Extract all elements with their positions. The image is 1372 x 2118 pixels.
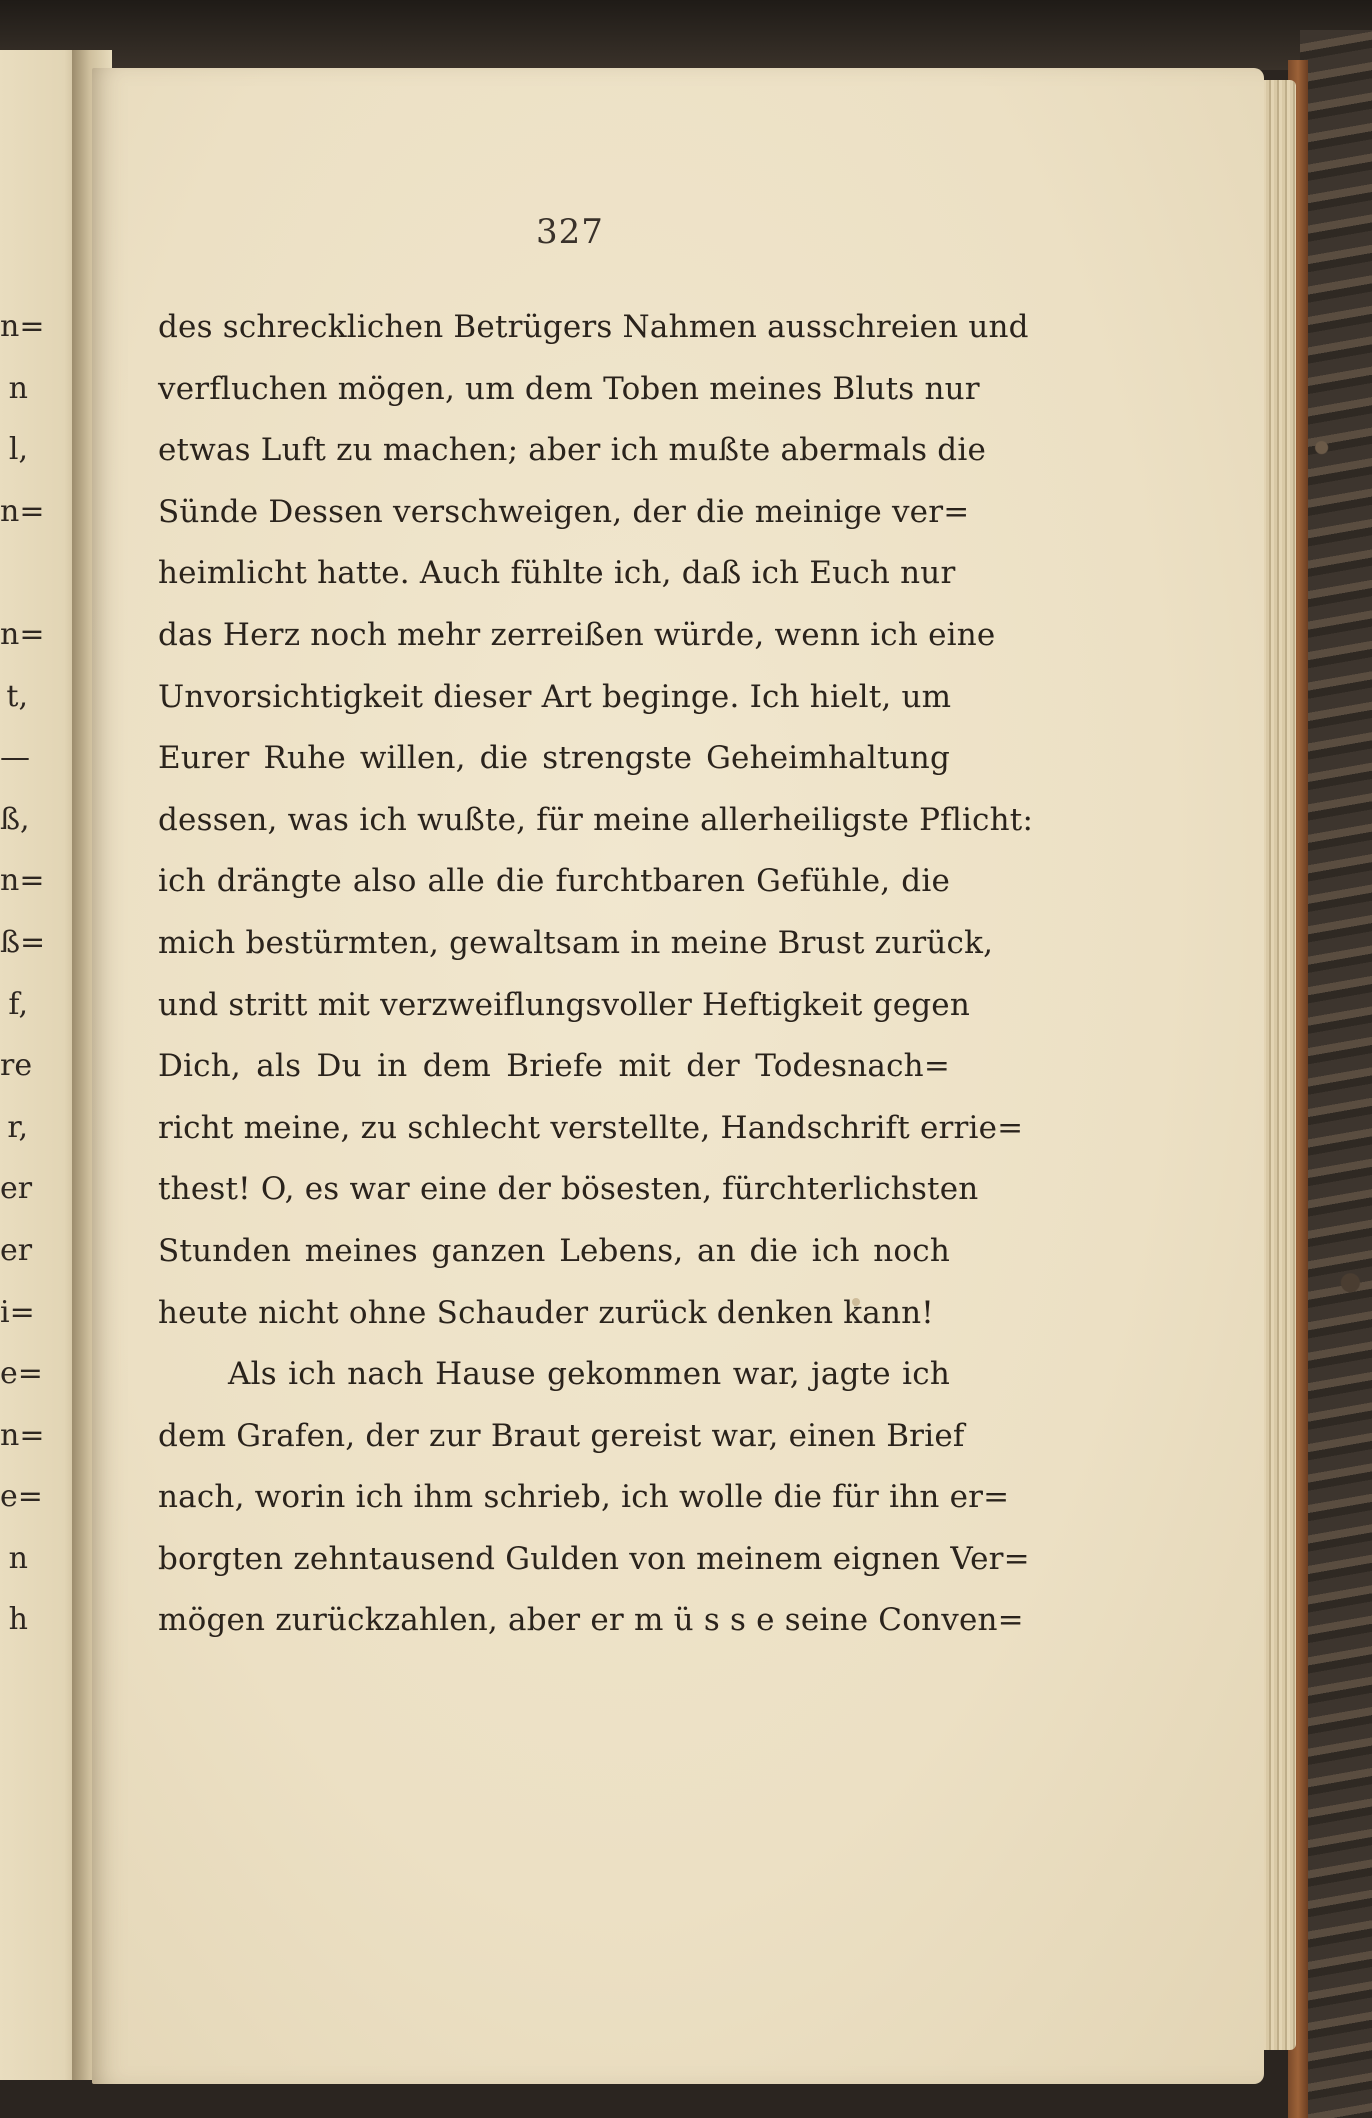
text-line: thest! O, es war eine der bösesten, fürchterlichsten	[158, 1171, 979, 1208]
book-cover-right	[1300, 30, 1372, 2118]
previous-page-fragment: n=	[0, 863, 45, 899]
text-line: Eurer Ruhe willen, die strengste Geheimhaltung	[158, 740, 950, 777]
text-line: borgten zehntausend Gulden von meinem eignen Ver=	[158, 1540, 1030, 1577]
book-top-edge	[0, 0, 1372, 70]
text-line: und stritt mit verzweiflungsvoller Heftigkeit gegen	[158, 986, 970, 1023]
previous-page-fragment: —	[0, 740, 30, 776]
previous-page-fragment: n	[8, 1540, 28, 1576]
text-line: verfluchen mögen, um dem Toben meines Bluts nur	[158, 370, 980, 407]
page-body-text	[158, 297, 1034, 1652]
text-line: Unvorsichtigkeit dieser Art beginge. Ich hielt, um	[158, 678, 952, 715]
text-line: Stunden meines ganzen Lebens, an die ich noch	[158, 1232, 950, 1269]
previous-page-fragment: n=	[0, 493, 45, 529]
previous-page-fragment: er	[0, 1232, 33, 1268]
previous-page-fragment: re	[0, 1048, 33, 1084]
text-line: Dich, als Du in dem Briefe mit der Todesnach=	[158, 1048, 950, 1085]
previous-page-fragment	[0, 542, 28, 604]
text-line: heute nicht ohne Schauder zurück denken kann!	[158, 1294, 934, 1331]
previous-page-fragment: e=	[0, 1356, 43, 1392]
previous-page-fragment: f,	[8, 986, 28, 1022]
text-line: Als ich nach Hause gekommen war, jagte ich	[228, 1356, 950, 1393]
text-line: dem Grafen, der zur Braut gereist war, einen Brief	[158, 1417, 965, 1454]
previous-page-fragment: r,	[7, 1109, 28, 1145]
text-line: des schrecklichen Betrügers Nahmen ausschreien und	[158, 309, 1029, 345]
previous-page-fragment: ß=	[0, 924, 46, 960]
text-line: mich bestürmten, gewaltsam in meine Brust zurück,	[158, 924, 994, 961]
text-line: Sünde Dessen verschweigen, der die meinige ver=	[158, 493, 970, 530]
previous-page-fragment: n	[8, 370, 28, 406]
previous-page-fragment: n=	[0, 1417, 45, 1453]
previous-page-fragment: er	[0, 1171, 33, 1207]
previous-page-fragment: n=	[0, 616, 45, 652]
text-line: das Herz noch mehr zerreißen würde, wenn ich eine	[158, 616, 996, 653]
text-line: mögen zurückzahlen, aber er m ü s s e seine Conven=	[158, 1602, 1024, 1639]
text-line: heimlicht hatte. Auch fühlte ich, daß ich Euch nur	[158, 555, 956, 592]
previous-page-fragment: ß,	[0, 801, 30, 837]
previous-page-fragment: n=	[0, 309, 45, 344]
text-line: etwas Luft zu machen; aber ich mußte abermals die	[158, 432, 987, 469]
previous-page-fragment: i=	[0, 1294, 35, 1330]
text-line: ich drängte also alle die furchtbaren Gefühle, die	[158, 863, 950, 900]
page-number: 327	[536, 212, 604, 252]
text-line: dessen, was ich wußte, für meine allerheiligste Pflicht:	[158, 801, 1034, 838]
text-line: nach, worin ich ihm schrieb, ich wolle die für ihn er=	[158, 1479, 1010, 1516]
previous-page-fragment: e=	[0, 1479, 43, 1515]
previous-page-fragment: t,	[6, 678, 28, 714]
previous-page-line-endings	[0, 296, 46, 1651]
previous-page-fragment: h	[8, 1602, 28, 1638]
previous-page-fragment: l,	[8, 432, 28, 468]
text-line: richt meine, zu schlecht verstellte, Handschrift errie=	[158, 1109, 1024, 1146]
